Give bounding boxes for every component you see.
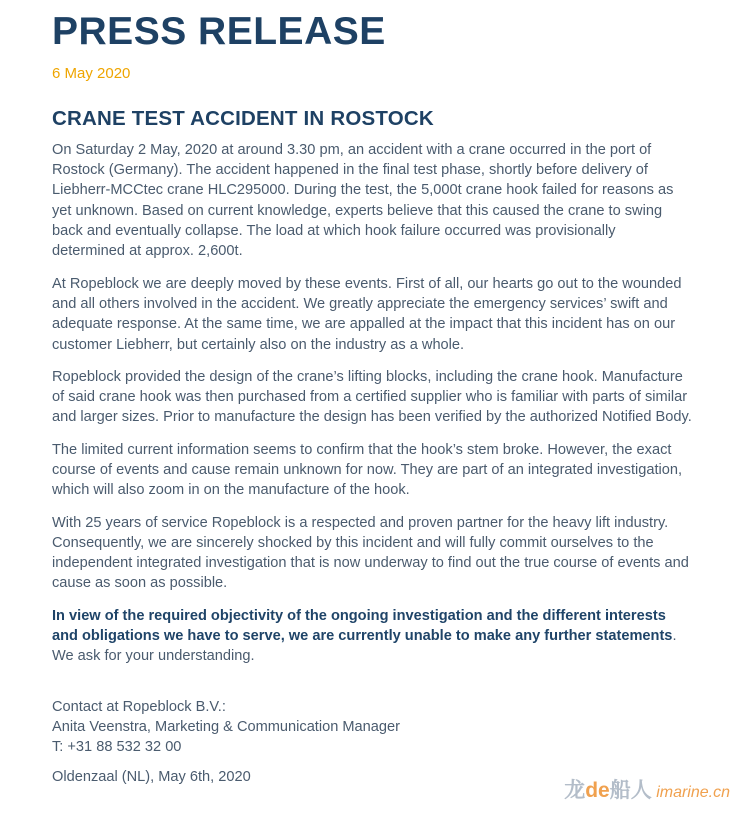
paragraph-commitment: With 25 years of service Ropeblock is a respected and proven partner for the heavy lift industry. Consequently, we are sincerely shocked by this incident and will fully commit ourselves to the independent integrated investigation that is now underway to find out the true course of events and cause as soon as possible. (52, 514, 689, 592)
contact-person: Anita Veenstra, Marketing & Communication Manager (52, 718, 400, 735)
watermark-cn-part2: de (585, 779, 610, 802)
watermark-site-url: imarine.cn (656, 784, 730, 801)
paragraph-accident-summary: On Saturday 2 May, 2020 at around 3.30 pm, an accident with a crane occurred in the port of Rostock (Germany). The accident happened in the final test phase, shortly before delivery of Liebherr-MCCtec crane HLC295000. During the test, the 5,000t crane hook failed for reasons as yet unknown. Based on current knowledge, experts believe that this caused the crane to swing back and eventually collapse. The load at which hook failure occurred was provisionally determined at approx. 2,600t. (52, 141, 674, 260)
paragraph-statement (52, 606, 692, 667)
statement-bold-text: In view of the required objectivity of the ongoing investigation and the different interests and obligations we have to serve, we are currently unable to make any further statements (52, 607, 673, 645)
watermark-logo (564, 779, 652, 802)
paragraph-sympathy: At Ropeblock we are deeply moved by these events. First of all, our hearts go out to the wounded and all others involved in the accident. We greatly appreciate the emergency services’ swift and adequate response. At the same time, we are appalled at the impact that this incident has on our customer Liebherr, but certainly also on the industry as a whole. (52, 275, 682, 353)
watermark (564, 774, 730, 804)
article-body (52, 140, 692, 667)
statement-regular-text: . We ask for your understanding. (52, 628, 677, 665)
page-title: PRESS RELEASE (52, 10, 386, 53)
paragraph-stem-broke: The limited current information seems to confirm that the hook’s stem broke. However, the exact course of events and cause remain unknown for now. They are part of an integrated investigation, which will also zoom in on the manufacture of the hook. (52, 441, 683, 499)
release-date: 6 May 2020 (52, 64, 131, 82)
contact-phone: T: +31 88 532 32 00 (52, 739, 182, 756)
watermark-cn-part3: 船人 (609, 779, 652, 802)
watermark-cn-part1: 龙 (564, 779, 586, 802)
article-headline: CRANE TEST ACCIDENT IN ROSTOCK (52, 106, 434, 130)
contact-block (52, 697, 692, 758)
contact-heading: Contact at Ropeblock B.V.: (52, 698, 226, 715)
paragraph-design-supplier: Ropeblock provided the design of the crane’s lifting blocks, including the crane hook. Manufacture of said crane hook was then purchased from a certified supplier who is familiar with parts of similar and larger sizes. Prior to manufacture the design has been verified by the authorized Notified Body. (52, 368, 692, 426)
place-and-date: Oldenzaal (NL), May 6th, 2020 (52, 768, 251, 785)
